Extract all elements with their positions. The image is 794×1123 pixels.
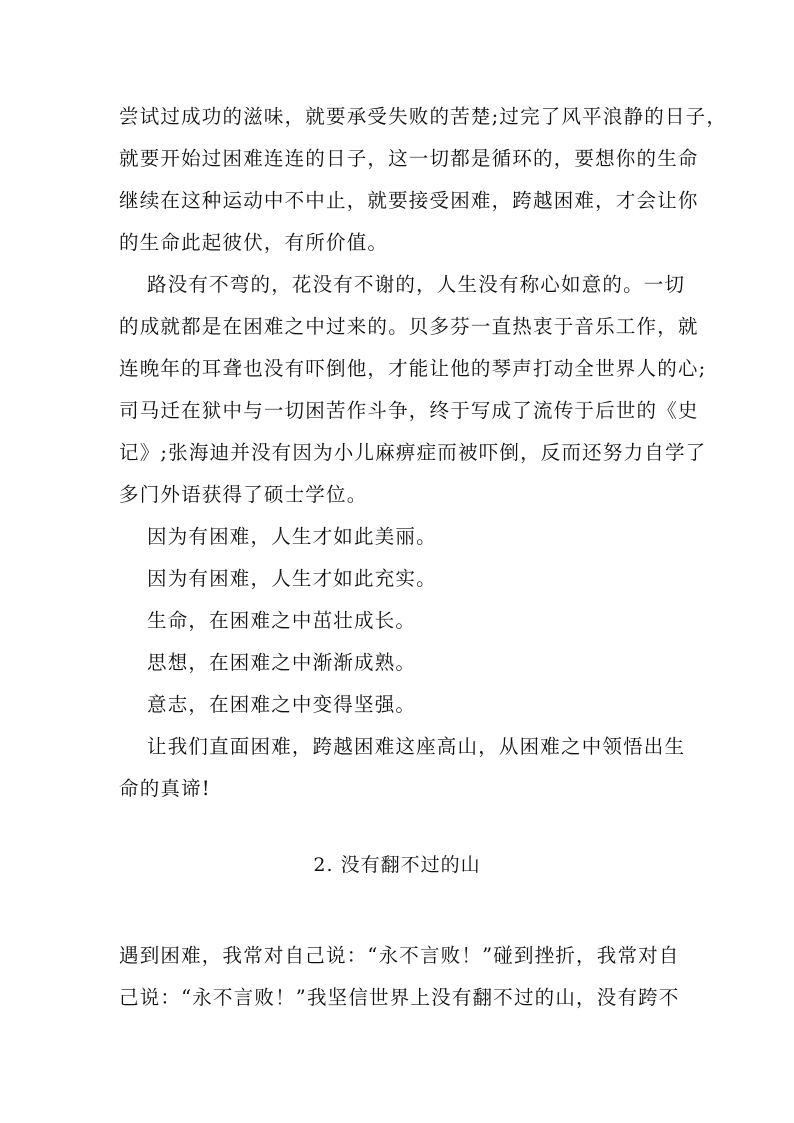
text-line: 己说：“永不言败！”我坚信世界上没有翻不过的山，没有跨不 bbox=[119, 986, 680, 1009]
section-heading: 2. 没有翻不过的山 bbox=[313, 854, 481, 876]
text-line: 因为有困难，人生才如此美丽。 bbox=[147, 525, 437, 548]
text-line: 思想，在困难之中渐渐成熟。 bbox=[147, 651, 417, 674]
text-line: 的生命此起彼伏，有所价值。 bbox=[119, 231, 389, 254]
text-line: 因为有困难，人生才如此充实。 bbox=[147, 567, 437, 590]
text-line: 司马迁在狱中与一切困苦作斗争，终于写成了流传于后世的《史 bbox=[119, 399, 699, 422]
text-line: 路没有不弯的，花没有不谢的，人生没有称心如意的。一切 bbox=[147, 273, 686, 296]
text-line: 就要开始过困难连连的日子，这一切都是循环的，要想你的生命 bbox=[119, 147, 699, 170]
text-line: 连晚年的耳聋也没有吓倒他，才能让他的琴声打动全世界人的心; bbox=[119, 357, 707, 380]
text-line: 多门外语获得了硕士学位。 bbox=[119, 483, 368, 506]
text-line: 遇到困难，我常对自己说：“永不言败！”碰到挫折，我常对自 bbox=[119, 944, 680, 967]
text-line: 生命，在困难之中茁壮成长。 bbox=[147, 609, 417, 632]
text-line: 意志，在困难之中变得坚强。 bbox=[147, 693, 417, 716]
text-line: 尝试过成功的滋味，就要承受失败的苦楚;过完了风平浪静的日子， bbox=[119, 105, 728, 128]
text-line: 继续在这种运动中不中止，就要接受困难，跨越困难，才会让你 bbox=[119, 189, 699, 212]
text-line: 记》;张海迪并没有因为小儿麻痹症而被吓倒，反而还努力自学了 bbox=[119, 441, 707, 464]
text-line: 的成就都是在困难之中过来的。贝多芬一直热衷于音乐工作，就 bbox=[119, 315, 699, 338]
text-line: 让我们直面困难，跨越困难这座高山，从困难之中领悟出生 bbox=[147, 735, 686, 758]
text-line: 命的真谛! bbox=[119, 777, 211, 800]
